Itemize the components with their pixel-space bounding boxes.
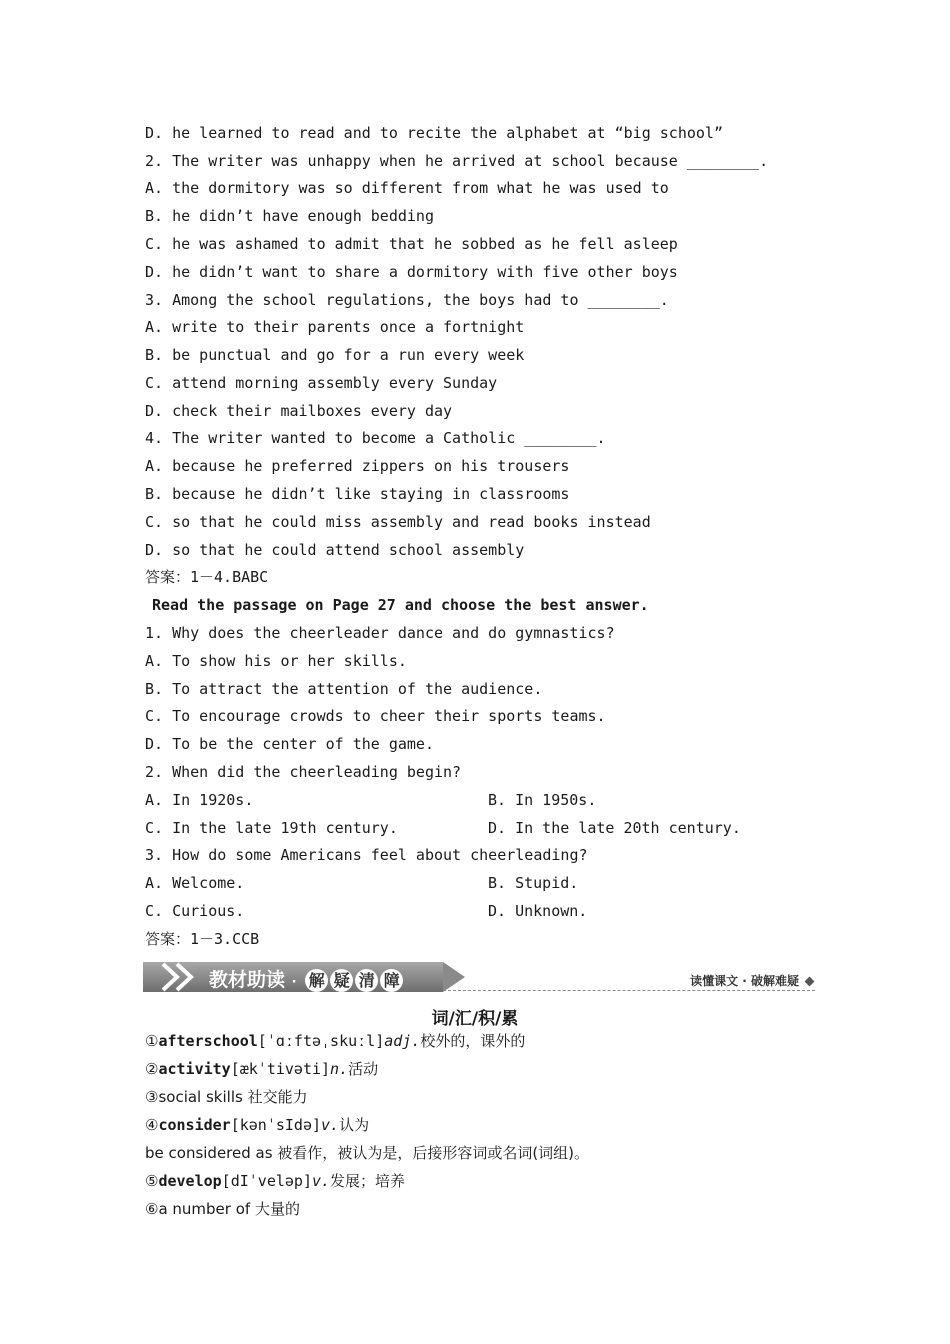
- option-b-cheer-q2: B. In 1950s.: [488, 791, 597, 809]
- banner-circled-char: 解: [305, 969, 328, 992]
- option-b-q4: B. because he didn’t like staying in classrooms: [145, 485, 570, 503]
- banner-circled-char: 障: [380, 969, 403, 992]
- option-a-q2: A. the dormitory was so different from what he was used to: [145, 179, 669, 197]
- diamond-icon: [805, 977, 815, 987]
- option-b-q3: B. be punctual and go for a run every week: [145, 346, 525, 364]
- option-c-cheer-q1: C. To encourage crowds to cheer their sports teams.: [145, 707, 606, 725]
- vocab-note: be considered as 被看作，被认为是，后接形容词或名词(词组)。: [145, 1144, 590, 1162]
- banner-circled-char: 清: [355, 969, 378, 992]
- option-d-q3: D. check their mailboxes every day: [145, 402, 453, 420]
- option-c-cheer-q2: C. In the late 19th century.: [145, 819, 398, 837]
- question-3: 3. Among the school regulations, the boys had to ________.: [145, 291, 669, 309]
- option-c-q4: C. so that he could miss assembly and read books instead: [145, 513, 651, 531]
- banner-title-plain: 教材助读: [209, 969, 286, 991]
- option-b-q2: B. he didn’t have enough bedding: [145, 207, 434, 225]
- vocab-item: ①afterschool[ˈɑːftəˌskuːl]adj.校外的，课外的: [145, 1032, 526, 1050]
- option-a-q3: A. write to their parents once a fortnight: [145, 318, 525, 336]
- instruction-heading: Read the passage on Page 27 and choose the best answer.: [152, 596, 649, 614]
- question-3-cheer: 3. How do some Americans feel about cheerleading?: [145, 846, 588, 864]
- option-d-q4: D. so that he could attend school assembly: [145, 541, 525, 559]
- banner-title: [209, 965, 403, 992]
- option-d-q1: D. he learned to read and to recite the alphabet at “big school”: [145, 124, 723, 142]
- section-banner: [143, 962, 815, 994]
- option-c-cheer-q3: C. Curious.: [145, 902, 245, 920]
- option-a-cheer-q1: A. To show his or her skills.: [145, 652, 407, 670]
- banner-dashed-rule: [443, 990, 815, 991]
- double-chevron-icon: [159, 962, 203, 992]
- option-a-cheer-q2: A. In 1920s.: [145, 791, 254, 809]
- option-a-q4: A. because he preferred zippers on his trousers: [145, 457, 570, 475]
- answer-key-2: 答案：1－3.CCB: [145, 930, 260, 948]
- banner-dot: ·: [291, 975, 297, 990]
- answer-key-1: 答案：1－4.BABC: [145, 568, 269, 586]
- option-c-q2: C. he was ashamed to admit that he sobbed as he fell asleep: [145, 235, 678, 253]
- option-d-cheer-q1: D. To be the center of the game.: [145, 735, 434, 753]
- banner-circled-char: 疑: [330, 969, 353, 992]
- question-4: 4. The writer wanted to become a Catholic ________.: [145, 429, 606, 447]
- option-b-cheer-q1: B. To attract the attention of the audience.: [145, 680, 543, 698]
- option-d-q2: D. he didn’t want to share a dormitory with five other boys: [145, 263, 678, 281]
- option-c-q3: C. attend morning assembly every Sunday: [145, 374, 498, 392]
- question-2: 2. The writer was unhappy when he arrived at school because ________.: [145, 152, 769, 170]
- option-d-cheer-q2: D. In the late 20th century.: [488, 819, 741, 837]
- vocab-item: ⑤develop[dIˈveləp]v.发展；培养: [145, 1172, 406, 1190]
- banner-subtitle: 读懂课文 · 破解难疑: [690, 974, 799, 988]
- question-1-cheer: 1. Why does the cheerleader dance and do gymnastics?: [145, 624, 615, 642]
- question-2-cheer: 2. When did the cheerleading begin?: [145, 763, 462, 781]
- vocab-item: ②activity[ækˈtivəti]n.活动: [145, 1060, 379, 1078]
- option-b-cheer-q3: B. Stupid.: [488, 874, 579, 892]
- vocab-item: ⑥a number of 大量的: [145, 1200, 300, 1218]
- option-a-cheer-q3: A. Welcome.: [145, 874, 245, 892]
- option-d-cheer-q3: D. Unknown.: [488, 902, 588, 920]
- vocab-item: ④consider[kənˈsIdə]v.认为: [145, 1116, 370, 1134]
- vocab-item: ③social skills 社交能力: [145, 1088, 308, 1106]
- section-title: 词/汇/积/累: [431, 1009, 519, 1029]
